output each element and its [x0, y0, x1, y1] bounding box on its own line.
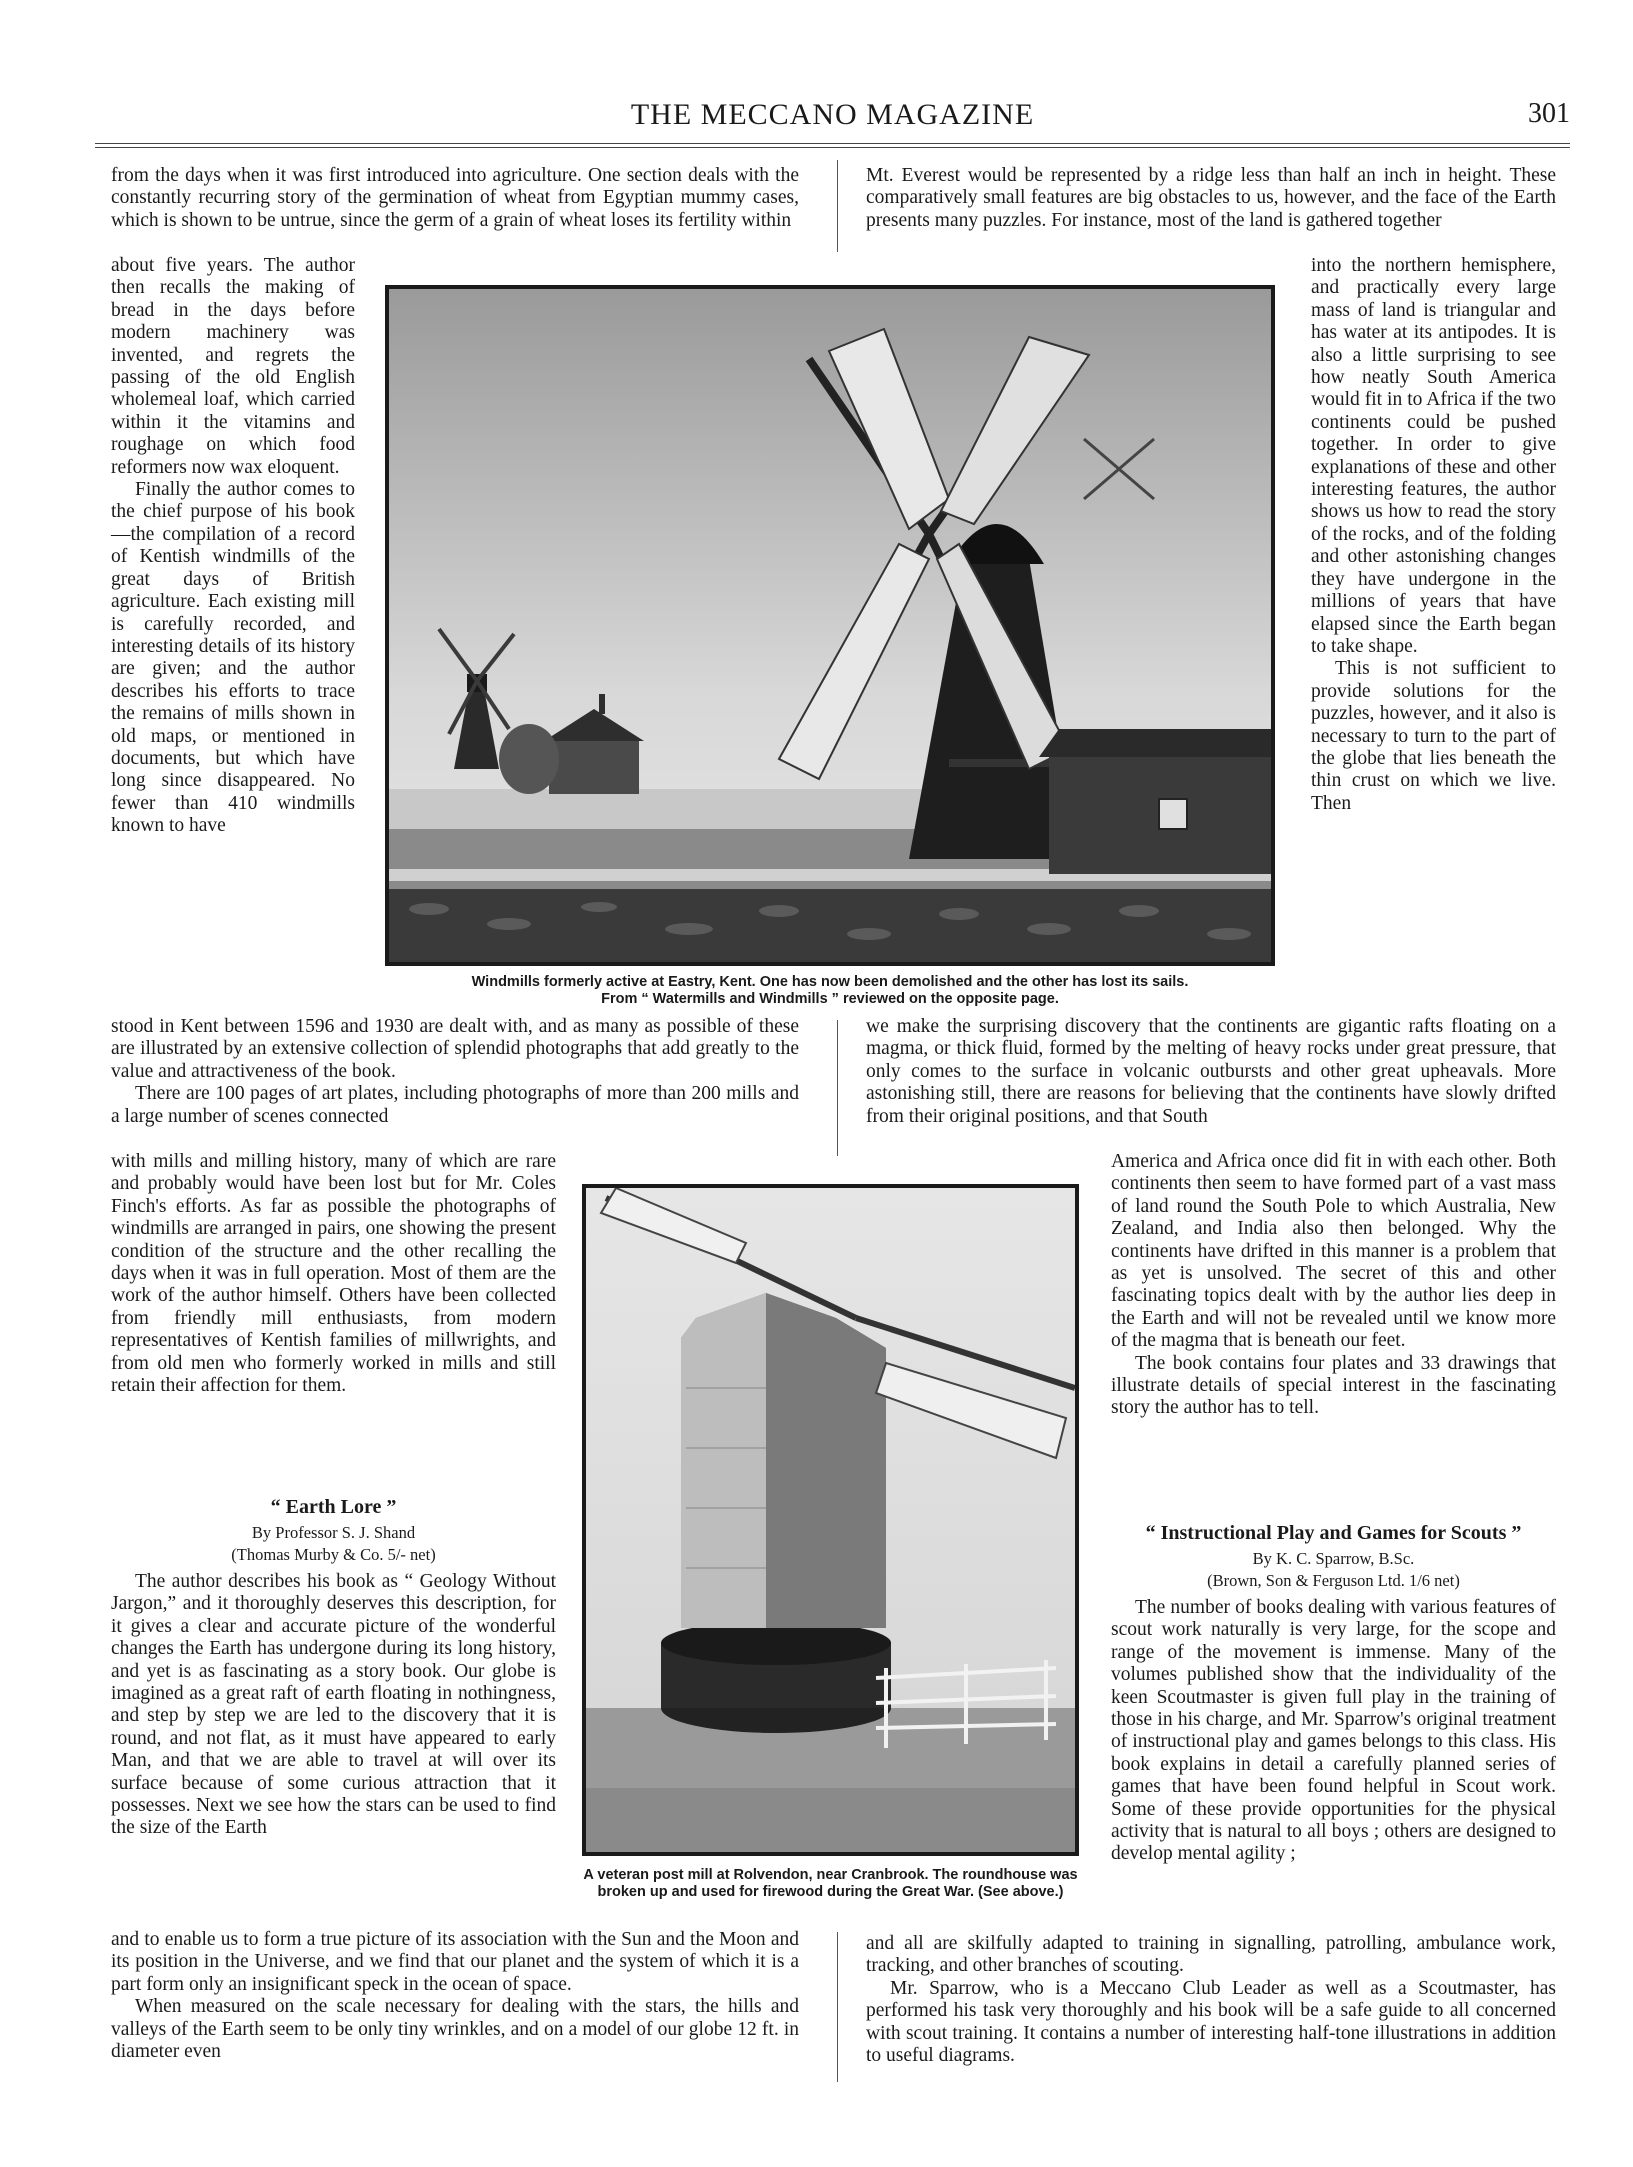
post-mill-illustration — [586, 1188, 1075, 1852]
scouts-block — [1111, 1597, 1556, 1866]
paragraph: with mills and milling history, many of which are rare and probably would have been lost but for Mr. Coles Finch's efforts. As far as possible the photographs of windmills are arranged in pairs, one showing the present condition of the structure and the other recalling the days when it was in full operation. Most of them are the work of the author himself. Others have been collected from friendly mill enthusiasts, from modern representatives of Kentish families of millwrights, and from old men who formerly worked in mills and still retain their affection for them. — [111, 1151, 556, 1397]
byline-author: By K. C. Sparrow, B.Sc. — [1252, 1549, 1415, 1568]
byline-publisher: (Thomas Murby & Co. 5/- net) — [231, 1545, 436, 1564]
right-wide-block — [866, 1016, 1556, 1128]
paragraph: and to enable us to form a true picture of its association with the Sun and the Moon and its position in the Universe, and we find that our planet and the system of which it is a part form only an insignificant speck in the ocean of space. — [111, 1929, 799, 1995]
paragraph: stood in Kent between 1596 and 1930 are dealt with, and as many as possible of these are illustrated by an extensive collection of splendid photographs that add greatly to the value and attractiveness of the book. — [111, 1016, 799, 1082]
header-rule-second — [95, 147, 1570, 148]
section-title-scouts: “ Instructional Play and Games for Scouts ” — [1145, 1522, 1522, 1544]
left-wide-block — [111, 1016, 799, 1128]
paragraph: and all are skilfully adapted to training in signalling, patrolling, ambulance work, tracking, and other branches of scouting. — [866, 1933, 1556, 1977]
paragraph: This is not sufficient to provide solutions for the puzzles, however, and it also is necessary to turn to the part of the globe that lies beneath the thin crust on which we live. Then — [1311, 658, 1556, 814]
photo-post-mill — [582, 1184, 1079, 1856]
paragraph: The book contains four plates and 33 drawings that illustrate details of special interest in the fascinating story the author has to tell. — [1111, 1352, 1556, 1419]
byline-publisher: (Brown, Son & Ferguson Ltd. 1/6 net) — [1207, 1571, 1460, 1590]
left-intro: from the days when it was first introduced into agriculture. One section deals with the constantly recurring story of the germination of wheat from Egyptian mummy cases, which is shown to be untrue, since the germ of a grain of wheat loses its fertility within — [111, 165, 799, 231]
page-number: 301 — [1528, 98, 1570, 129]
windmill-illustration — [389, 289, 1271, 962]
figure-caption-eastry: Windmills formerly active at Eastry, Kent. One has now been demolished and the other has lost its sails. From “ Watermills and Windmills ” reviewed on the opposite page. — [471, 974, 1189, 1007]
right-intro: Mt. Everest would be represented by a ridge less than half an inch in height. These comparatively small features are big obstacles to us, however, and the face of the Earth presents many puzzles. For instance, most of the land is gathered together — [866, 165, 1556, 231]
column-divider-middle — [837, 1020, 838, 1156]
figure-caption-post-mill: A veteran post mill at Rolvendon, near Cranbrook. The roundhouse was broken up and used for firewood during the Great War. (See above.) — [583, 1867, 1078, 1900]
column-divider-bottom — [837, 1932, 838, 2082]
paragraph: about five years. The author then recalls the making of bread in the days before modern machinery was invented, and regrets the passing of the old English wholemeal loaf, which carried within it the vitamins and roughage on which food reformers now wax eloquent. — [111, 255, 355, 478]
earth-lore-block — [111, 1571, 556, 1840]
header-rule — [95, 143, 1570, 144]
page-header — [95, 96, 1570, 140]
right-narrow-block — [1311, 255, 1556, 815]
paragraph: The number of books dealing with various features of scout work naturally is very large, for the scope and range of the movement is immense. Many of the volumes published show that the individuality of the keen Scoutmaster is given full play in the training of those in his charge, and Mr. Sparrow's original treatment of instructional play and games belongs to this class. His book explains in detail a carefully planned series of games that have been found helpful in Scout work. Some of these provide opportunities for the physical activity that is natural to all boys ; others are designed to develop mental agility ; — [1111, 1597, 1556, 1865]
right-narrow-block-2 — [1111, 1151, 1556, 1420]
photo-eastry-windmills — [385, 285, 1275, 966]
paragraph: Finally the author comes to the chief purpose of his book—the compilation of a record of Kentish windmills of the great days of British agriculture. Each existing mill is carefully recorded, and interesting details of its history are given; and the author describes his efforts to trace the remains of mills shown in old maps, or mentioned in documents, but which have long since disappeared. No fewer than 410 windmills known to have — [111, 479, 355, 837]
section-title-earth-lore: “ Earth Lore ” — [270, 1496, 397, 1518]
paragraph: America and Africa once did fit in with each other. Both continents then seem to have formed part of a vast mass of land round the South Pole to which Australia, New Zealand, and India also then belonged. Why the continents have drifted in this manner is a problem that as yet is unsolved. The secret of this and other fascinating topics dealt with by the author lies deep in the Earth and will not be revealed until we know more of the magma that is beneath our feet. — [1111, 1151, 1556, 1352]
earth-lore-wide-block — [111, 1929, 799, 2063]
magazine-title: THE MECCANO MAGAZINE — [630, 98, 1035, 131]
byline-author: By Professor S. J. Shand — [251, 1523, 416, 1542]
paragraph: we make the surprising discovery that the continents are gigantic rafts floating on a magma, or thick fluid, formed by the melting of heavy rocks under great pressure, that only comes to the surface in volcanic outbursts and other great upheavals. More astonishing still, there are reasons for believing that the continents have slowly drifted from their original positions, and that South — [866, 1016, 1556, 1127]
paragraph: The author describes his book as “ Geology Without Jargon,” and it thoroughly deserves this description, for it gives a clear and accurate picture of the wonderful changes the Earth has undergone during its long history, and yet is as fascinating as a story book. Our globe is imagined as a great raft of earth floating in nothingness, and step by step we are led to the discovery that it is round, and not flat, as it must have appeared to early Man, and that we are able to travel at will over its surface because of some curious attraction that it possesses. Next we see how the stars can be used to find the size of the Earth — [111, 1571, 556, 1839]
paragraph: Mr. Sparrow, who is a Meccano Club Leader as well as a Scoutmaster, has performed his task very thoroughly and his book will be a safe guide to all concerned with scout training. It contains a number of interesting half-tone illustrations in addition to useful diagrams. — [866, 1977, 1556, 2067]
left-narrow-block — [111, 255, 355, 838]
paragraph: When measured on the scale necessary for dealing with the stars, the hills and valleys of the Earth seem to be only tiny wrinkles, and on a model of our globe 12 ft. in diameter even — [111, 1996, 799, 2063]
left-narrow-block-2 — [111, 1151, 556, 1397]
scouts-wide-block — [866, 1933, 1556, 2067]
column-divider-top — [837, 160, 838, 252]
paragraph: There are 100 pages of art plates, including photographs of more than 200 mills and a large number of scenes connected — [111, 1083, 799, 1127]
paragraph: into the northern hemisphere, and practically every large mass of land is triangular and has water at its antipodes. It is also a little surprising to see how neatly South America would fit in to Africa if the two continents could be pushed together. In order to give explanations of these and other interesting features, the author shows us how to read the story of the rocks, and of the folding and other astonishing changes they have undergone in the millions of years that have elapsed since the Earth began to take shape. — [1311, 255, 1556, 657]
